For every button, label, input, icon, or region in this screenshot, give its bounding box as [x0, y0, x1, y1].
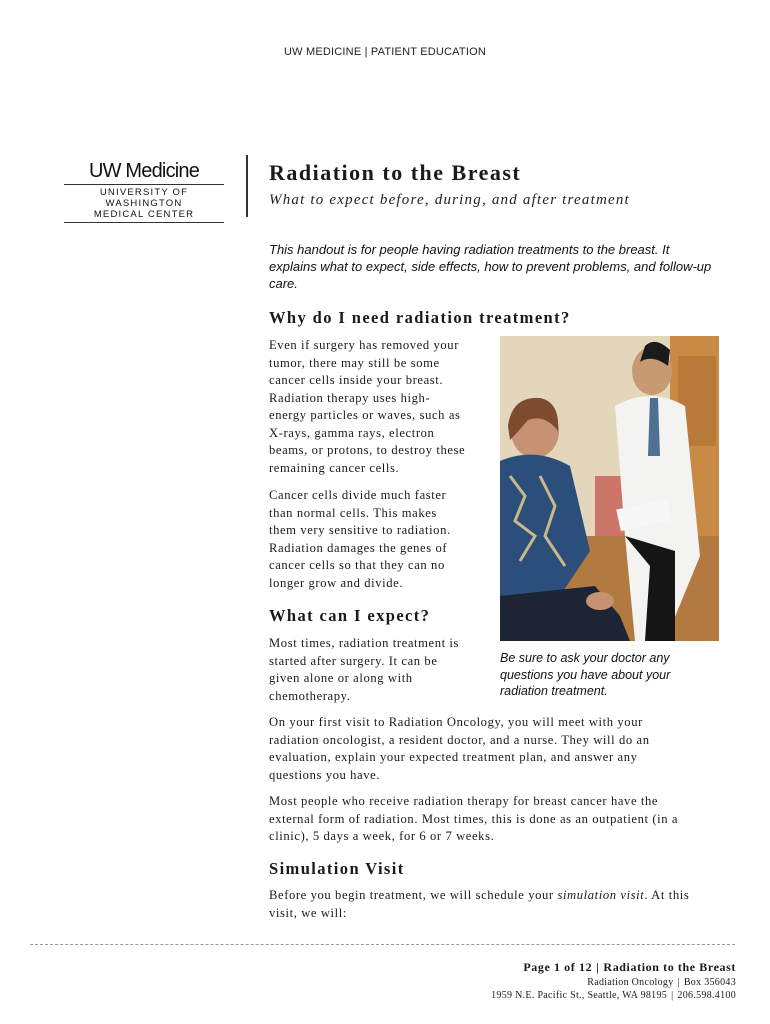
- page-header: UW MEDICINE | PATIENT EDUCATION: [284, 46, 486, 58]
- text-line: visit, we will:: [269, 905, 347, 920]
- uw-medicine-logo: [64, 160, 224, 223]
- section-heading-expect: What can I expect?: [269, 606, 431, 625]
- text-line: Even if surgery has removed your: [269, 338, 459, 352]
- text-line: Radiation therapy uses high-: [269, 390, 431, 405]
- footer-page-line: [523, 960, 736, 975]
- separator: |: [596, 960, 600, 974]
- section-why-paragraph-2: [269, 487, 451, 592]
- footer-phone: 206.598.4100: [677, 990, 736, 1001]
- text-line: cancer cells inside your breast.: [269, 373, 444, 387]
- section-heading-simulation: Simulation Visit: [269, 859, 405, 878]
- text-line: energy particles or waves, such as: [269, 408, 461, 422]
- section-expect-paragraph-2: [269, 714, 650, 784]
- text-fragment: . At this: [644, 888, 690, 902]
- text-line: On your first visit to Radiation Oncology, you will meet with your: [269, 715, 643, 729]
- section-why-paragraph-1: [269, 337, 465, 477]
- text-line: than normal cells. This makes: [269, 505, 437, 520]
- text-line: X-rays, gamma rays, electron: [269, 425, 435, 440]
- footer-divider: [30, 944, 735, 945]
- title-divider: [246, 155, 248, 217]
- text-line: clinic), 5 days a week, for 6 or 7 weeks.: [269, 829, 495, 843]
- text-line: radiation oncologist, a resident doctor, and a nurse. They will do an: [269, 732, 650, 747]
- document-title: Radiation to the Breast: [269, 160, 522, 185]
- section-expect-paragraph-3: [269, 793, 678, 846]
- text-line: [269, 887, 689, 905]
- separator: |: [671, 990, 674, 1001]
- footer-address-line: [491, 990, 736, 1001]
- text-line: Cancer cells divide much faster: [269, 488, 447, 502]
- text-line: Most people who receive radiation therapy for breast cancer have the: [269, 794, 659, 808]
- text-line: given alone or along with: [269, 671, 413, 685]
- logo-divider: [64, 184, 224, 185]
- text-line: evaluation, explain your expected treatment plan, and answer any: [269, 750, 638, 764]
- text-line: beams, or protons, to destroy these: [269, 443, 466, 457]
- footer-box: Box 356043: [683, 977, 736, 988]
- emphasis-simulation-visit: simulation visit: [557, 888, 645, 902]
- text-line: cancer cells so that they can no: [269, 558, 445, 572]
- text-line: chemotherapy.: [269, 688, 351, 703]
- logo-divider-bottom: [64, 222, 224, 223]
- doctor-patient-photo: [500, 336, 719, 641]
- logo-name: UW Medicine: [88, 160, 200, 182]
- footer-title: Radiation to the Breast: [603, 960, 736, 974]
- footer-address: 1959 N.E. Pacific St., Seattle, WA 98195: [491, 990, 668, 1001]
- photo-caption: Be sure to ask your doctor any questions you have about your radiation treatment.: [500, 651, 671, 698]
- text-line: tumor, there may still be some: [269, 355, 440, 370]
- separator: |: [677, 977, 680, 988]
- text-line: Radiation damages the genes of: [269, 540, 448, 555]
- footer-dept: Radiation Oncology: [587, 977, 674, 988]
- section-simulation-paragraph: [269, 887, 689, 922]
- text-line: started after surgery. It can be: [269, 653, 438, 668]
- section-heading-why: Why do I need radiation treatment?: [269, 308, 571, 327]
- section-expect-paragraph-1: [269, 635, 459, 705]
- footer-department-line: [587, 977, 736, 988]
- page-number: Page 1 of 12: [523, 960, 593, 974]
- text-fragment: Before you begin treatment, we will schedule your: [269, 888, 558, 902]
- text-line: questions you have.: [269, 767, 381, 782]
- intro-text: This handout is for people having radiation treatments to the breast. It explains what to expect, side effects, how to prevent problems, and follow-up care.: [269, 242, 712, 291]
- text-line: longer grow and divide.: [269, 575, 404, 590]
- text-line: Most times, radiation treatment is: [269, 636, 460, 650]
- text-line: external form of radiation. Most times, this is done as an outpatient (in a: [269, 811, 679, 826]
- logo-line-2: MEDICAL CENTER: [93, 209, 195, 220]
- photo-illustration: [500, 336, 719, 641]
- text-line: them very sensitive to radiation.: [269, 523, 451, 537]
- logo-line-1: UNIVERSITY OF WASHINGTON: [99, 187, 189, 209]
- text-line: remaining cancer cells.: [269, 460, 400, 475]
- document-subtitle: What to expect before, during, and after treatment: [269, 192, 630, 208]
